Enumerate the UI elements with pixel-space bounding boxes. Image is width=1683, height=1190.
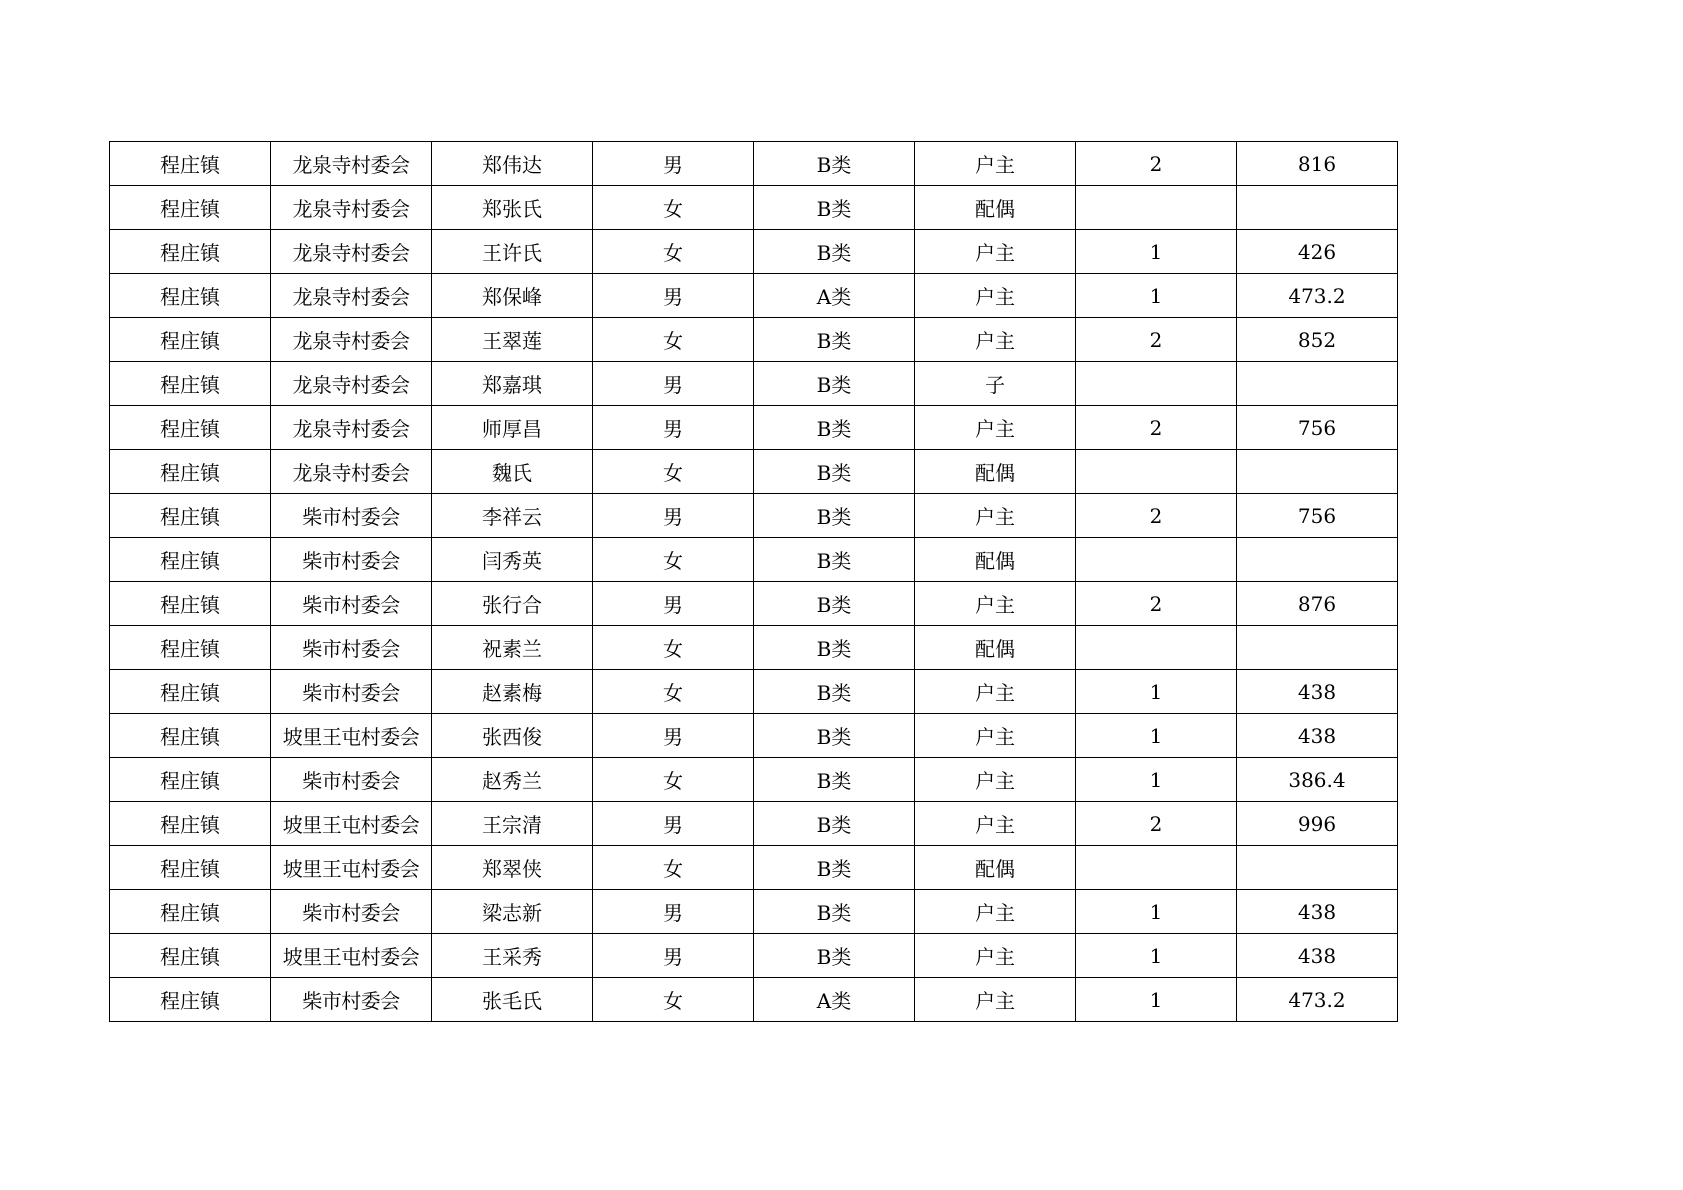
village-cell: 坡里王屯村委会 [271, 714, 432, 758]
count-cell [1076, 846, 1237, 890]
name-cell: 张行合 [432, 582, 593, 626]
town-cell: 程庄镇 [110, 362, 271, 406]
name-cell: 魏氏 [432, 450, 593, 494]
name-cell: 郑张氏 [432, 186, 593, 230]
count-cell: 2 [1076, 582, 1237, 626]
category-cell: B类 [754, 142, 915, 186]
relation-cell: 户主 [915, 978, 1076, 1022]
name-cell: 李祥云 [432, 494, 593, 538]
table-row [110, 494, 1398, 538]
amount-cell: 473.2 [1237, 978, 1398, 1022]
amount-cell: 438 [1237, 934, 1398, 978]
relation-cell: 户主 [915, 318, 1076, 362]
table-row [110, 670, 1398, 714]
count-cell: 2 [1076, 406, 1237, 450]
village-cell: 柴市村委会 [271, 538, 432, 582]
table-row [110, 758, 1398, 802]
name-cell: 郑嘉琪 [432, 362, 593, 406]
name-cell: 郑翠侠 [432, 846, 593, 890]
village-cell: 龙泉寺村委会 [271, 142, 432, 186]
town-cell: 程庄镇 [110, 318, 271, 362]
gender-cell: 女 [593, 538, 754, 582]
count-cell: 1 [1076, 978, 1237, 1022]
gender-cell: 男 [593, 582, 754, 626]
village-cell: 柴市村委会 [271, 626, 432, 670]
count-cell [1076, 450, 1237, 494]
count-cell: 1 [1076, 714, 1237, 758]
amount-cell: 852 [1237, 318, 1398, 362]
count-cell [1076, 626, 1237, 670]
table-row [110, 362, 1398, 406]
gender-cell: 女 [593, 230, 754, 274]
amount-cell: 438 [1237, 670, 1398, 714]
count-cell: 2 [1076, 802, 1237, 846]
data-table [109, 141, 1398, 1022]
town-cell: 程庄镇 [110, 934, 271, 978]
relation-cell: 户主 [915, 274, 1076, 318]
gender-cell: 男 [593, 494, 754, 538]
relation-cell: 户主 [915, 582, 1076, 626]
count-cell [1076, 186, 1237, 230]
village-cell: 坡里王屯村委会 [271, 846, 432, 890]
name-cell: 王采秀 [432, 934, 593, 978]
amount-cell: 816 [1237, 142, 1398, 186]
town-cell: 程庄镇 [110, 230, 271, 274]
category-cell: B类 [754, 318, 915, 362]
amount-cell [1237, 450, 1398, 494]
town-cell: 程庄镇 [110, 494, 271, 538]
relation-cell: 子 [915, 362, 1076, 406]
village-cell: 柴市村委会 [271, 890, 432, 934]
count-cell: 1 [1076, 274, 1237, 318]
amount-cell: 386.4 [1237, 758, 1398, 802]
town-cell: 程庄镇 [110, 450, 271, 494]
name-cell: 张西俊 [432, 714, 593, 758]
category-cell: B类 [754, 802, 915, 846]
gender-cell: 女 [593, 846, 754, 890]
relation-cell: 配偶 [915, 846, 1076, 890]
gender-cell: 男 [593, 934, 754, 978]
gender-cell: 男 [593, 406, 754, 450]
relation-cell: 户主 [915, 934, 1076, 978]
relation-cell: 配偶 [915, 626, 1076, 670]
amount-cell: 473.2 [1237, 274, 1398, 318]
name-cell: 王宗清 [432, 802, 593, 846]
category-cell: B类 [754, 582, 915, 626]
table-row [110, 846, 1398, 890]
town-cell: 程庄镇 [110, 274, 271, 318]
relation-cell: 户主 [915, 230, 1076, 274]
town-cell: 程庄镇 [110, 406, 271, 450]
village-cell: 龙泉寺村委会 [271, 406, 432, 450]
amount-cell [1237, 186, 1398, 230]
town-cell: 程庄镇 [110, 670, 271, 714]
town-cell: 程庄镇 [110, 758, 271, 802]
amount-cell [1237, 846, 1398, 890]
count-cell: 1 [1076, 230, 1237, 274]
relation-cell: 配偶 [915, 538, 1076, 582]
relation-cell: 户主 [915, 890, 1076, 934]
category-cell: A类 [754, 978, 915, 1022]
category-cell: B类 [754, 626, 915, 670]
relation-cell: 户主 [915, 714, 1076, 758]
amount-cell: 426 [1237, 230, 1398, 274]
count-cell: 2 [1076, 494, 1237, 538]
count-cell: 1 [1076, 890, 1237, 934]
town-cell: 程庄镇 [110, 802, 271, 846]
relation-cell: 户主 [915, 494, 1076, 538]
amount-cell: 996 [1237, 802, 1398, 846]
table-row [110, 186, 1398, 230]
village-cell: 龙泉寺村委会 [271, 186, 432, 230]
table-row [110, 890, 1398, 934]
gender-cell: 女 [593, 186, 754, 230]
amount-cell [1237, 626, 1398, 670]
relation-cell: 配偶 [915, 186, 1076, 230]
gender-cell: 男 [593, 362, 754, 406]
town-cell: 程庄镇 [110, 626, 271, 670]
relation-cell: 户主 [915, 802, 1076, 846]
gender-cell: 女 [593, 318, 754, 362]
gender-cell: 女 [593, 758, 754, 802]
category-cell: B类 [754, 890, 915, 934]
count-cell: 1 [1076, 670, 1237, 714]
village-cell: 龙泉寺村委会 [271, 318, 432, 362]
table-row [110, 802, 1398, 846]
table-row [110, 274, 1398, 318]
relation-cell: 户主 [915, 406, 1076, 450]
amount-cell [1237, 362, 1398, 406]
village-cell: 柴市村委会 [271, 978, 432, 1022]
gender-cell: 男 [593, 714, 754, 758]
category-cell: B类 [754, 934, 915, 978]
amount-cell [1237, 538, 1398, 582]
table-body [110, 142, 1398, 1022]
name-cell: 郑伟达 [432, 142, 593, 186]
village-cell: 坡里王屯村委会 [271, 802, 432, 846]
table-row [110, 406, 1398, 450]
count-cell [1076, 362, 1237, 406]
town-cell: 程庄镇 [110, 978, 271, 1022]
village-cell: 坡里王屯村委会 [271, 934, 432, 978]
gender-cell: 男 [593, 890, 754, 934]
category-cell: B类 [754, 186, 915, 230]
count-cell: 1 [1076, 934, 1237, 978]
name-cell: 闫秀英 [432, 538, 593, 582]
category-cell: B类 [754, 406, 915, 450]
town-cell: 程庄镇 [110, 142, 271, 186]
table-row [110, 582, 1398, 626]
count-cell: 1 [1076, 758, 1237, 802]
amount-cell: 438 [1237, 714, 1398, 758]
category-cell: B类 [754, 362, 915, 406]
town-cell: 程庄镇 [110, 538, 271, 582]
table-row [110, 450, 1398, 494]
amount-cell: 876 [1237, 582, 1398, 626]
village-cell: 柴市村委会 [271, 494, 432, 538]
town-cell: 程庄镇 [110, 890, 271, 934]
category-cell: B类 [754, 846, 915, 890]
village-cell: 龙泉寺村委会 [271, 362, 432, 406]
gender-cell: 女 [593, 450, 754, 494]
town-cell: 程庄镇 [110, 714, 271, 758]
name-cell: 郑保峰 [432, 274, 593, 318]
count-cell: 2 [1076, 142, 1237, 186]
count-cell [1076, 538, 1237, 582]
village-cell: 龙泉寺村委会 [271, 274, 432, 318]
gender-cell: 女 [593, 626, 754, 670]
name-cell: 赵秀兰 [432, 758, 593, 802]
table-row [110, 142, 1398, 186]
category-cell: B类 [754, 538, 915, 582]
category-cell: B类 [754, 714, 915, 758]
town-cell: 程庄镇 [110, 846, 271, 890]
count-cell: 2 [1076, 318, 1237, 362]
relation-cell: 户主 [915, 142, 1076, 186]
amount-cell: 756 [1237, 494, 1398, 538]
name-cell: 祝素兰 [432, 626, 593, 670]
village-cell: 龙泉寺村委会 [271, 450, 432, 494]
name-cell: 王许氏 [432, 230, 593, 274]
relation-cell: 户主 [915, 670, 1076, 714]
table-row [110, 230, 1398, 274]
gender-cell: 男 [593, 142, 754, 186]
category-cell: B类 [754, 450, 915, 494]
village-cell: 龙泉寺村委会 [271, 230, 432, 274]
name-cell: 梁志新 [432, 890, 593, 934]
gender-cell: 男 [593, 274, 754, 318]
gender-cell: 女 [593, 978, 754, 1022]
table-row [110, 318, 1398, 362]
name-cell: 张毛氏 [432, 978, 593, 1022]
category-cell: B类 [754, 494, 915, 538]
amount-cell: 438 [1237, 890, 1398, 934]
table-row [110, 714, 1398, 758]
relation-cell: 户主 [915, 758, 1076, 802]
category-cell: B类 [754, 670, 915, 714]
table-row [110, 626, 1398, 670]
name-cell: 师厚昌 [432, 406, 593, 450]
table-row [110, 934, 1398, 978]
name-cell: 王翠莲 [432, 318, 593, 362]
gender-cell: 女 [593, 670, 754, 714]
table-row [110, 538, 1398, 582]
town-cell: 程庄镇 [110, 186, 271, 230]
relation-cell: 配偶 [915, 450, 1076, 494]
village-cell: 柴市村委会 [271, 670, 432, 714]
name-cell: 赵素梅 [432, 670, 593, 714]
town-cell: 程庄镇 [110, 582, 271, 626]
category-cell: A类 [754, 274, 915, 318]
village-cell: 柴市村委会 [271, 758, 432, 802]
gender-cell: 男 [593, 802, 754, 846]
table-row [110, 978, 1398, 1022]
category-cell: B类 [754, 230, 915, 274]
category-cell: B类 [754, 758, 915, 802]
amount-cell: 756 [1237, 406, 1398, 450]
village-cell: 柴市村委会 [271, 582, 432, 626]
